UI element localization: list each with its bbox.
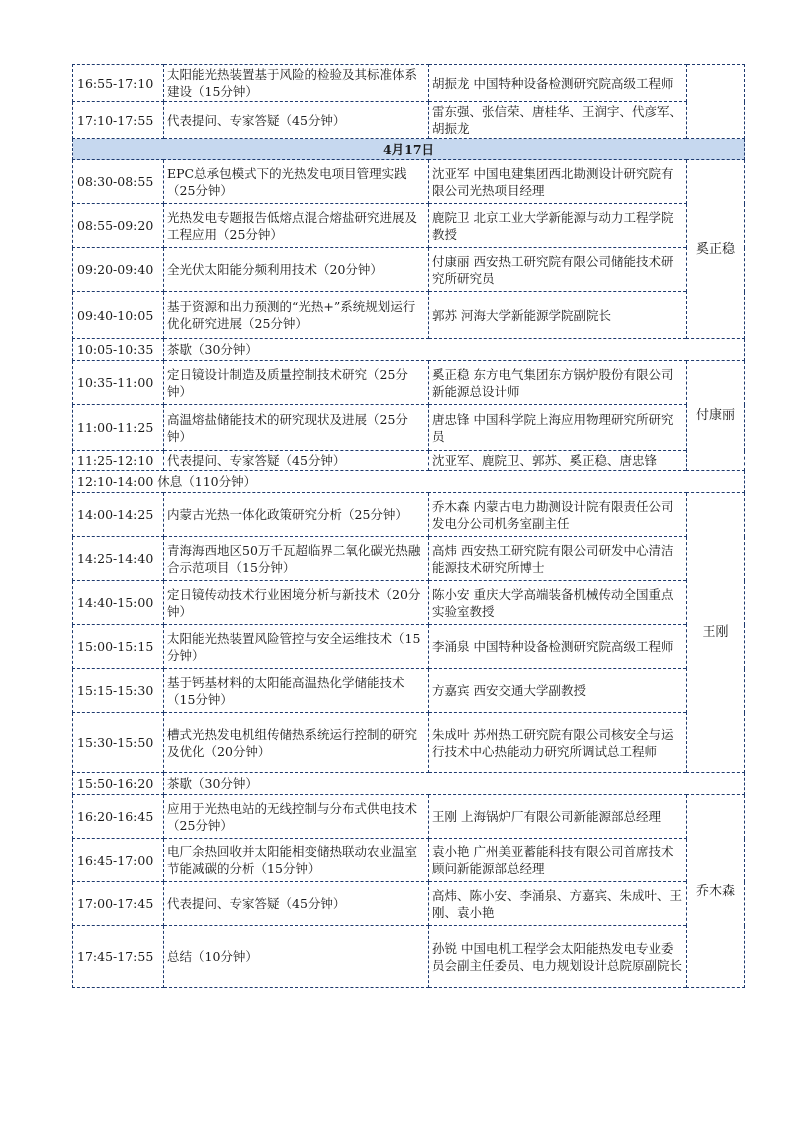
table-row <box>73 361 745 405</box>
topic-cell: EPC总承包模式下的光热发电项目管理实践（25分钟） <box>164 160 429 204</box>
host-cell: 奚正稳 <box>687 160 745 339</box>
time-cell: 11:00-11:25 <box>73 405 164 451</box>
time-cell: 15:50-16:20 <box>73 773 164 795</box>
schedule-table <box>72 64 745 988</box>
topic-cell: 内蒙古光热一体化政策研究分析（25分钟） <box>164 493 429 537</box>
speaker-cell: 朱成叶 苏州热工研究院有限公司核安全与运行技术中心热能动力研究所调试总工程师 <box>429 713 687 773</box>
time-cell: 15:00-15:15 <box>73 625 164 669</box>
time-cell: 15:15-15:30 <box>73 669 164 713</box>
table-row <box>73 493 745 537</box>
speaker-cell: 陈小安 重庆大学高端装备机械传动全国重点实验室教授 <box>429 581 687 625</box>
date-header-row <box>73 139 745 160</box>
table-row <box>73 292 745 339</box>
host-cell: 王刚 <box>687 493 745 773</box>
table-row <box>73 713 745 773</box>
time-cell: 09:20-09:40 <box>73 248 164 292</box>
time-cell: 11:25-12:10 <box>73 451 164 471</box>
table-row <box>73 882 745 926</box>
table-row <box>73 926 745 988</box>
topic-cell: 代表提问、专家答疑（45分钟） <box>164 102 429 139</box>
time-cell: 10:05-10:35 <box>73 339 164 361</box>
time-cell: 17:10-17:55 <box>73 102 164 139</box>
break-cell: 茶歇（30分钟） <box>164 773 745 795</box>
speaker-cell: 奚正稳 东方电气集团东方锅炉股份有限公司新能源总设计师 <box>429 361 687 405</box>
topic-cell: 高温熔盐储能技术的研究现状及进展（25分钟） <box>164 405 429 451</box>
topic-cell: 代表提问、专家答疑（45分钟） <box>164 451 429 471</box>
topic-cell: 基于钙基材料的太阳能高温热化学储能技术（15分钟） <box>164 669 429 713</box>
speaker-cell: 乔木森 内蒙古电力勘测设计院有限责任公司发电分公司机务室副主任 <box>429 493 687 537</box>
table-row <box>73 65 745 102</box>
speaker-cell: 唐忠锋 中国科学院上海应用物理研究所研究员 <box>429 405 687 451</box>
time-cell: 17:00-17:45 <box>73 882 164 926</box>
time-cell: 09:40-10:05 <box>73 292 164 339</box>
topic-cell: 槽式光热发电机组传储热系统运行控制的研究及优化（20分钟） <box>164 713 429 773</box>
break-cell: 茶歇（30分钟） <box>164 339 745 361</box>
speaker-cell: 高炜 西安热工研究院有限公司研发中心清洁能源技术研究所博士 <box>429 537 687 581</box>
time-cell: 16:55-17:10 <box>73 65 164 102</box>
topic-cell: 光热发电专题报告低熔点混合熔盐研究进展及工程应用（25分钟） <box>164 204 429 248</box>
table-row <box>73 581 745 625</box>
table-row <box>73 160 745 204</box>
table-row <box>73 537 745 581</box>
time-cell: 17:45-17:55 <box>73 926 164 988</box>
host-cell-empty <box>687 65 745 139</box>
table-row <box>73 471 745 493</box>
table-row <box>73 795 745 839</box>
time-cell: 14:40-15:00 <box>73 581 164 625</box>
date-header: 4月17日 <box>73 139 745 160</box>
speaker-cell: 胡振龙 中国特种设备检测研究院高级工程师 <box>429 65 687 102</box>
table-row <box>73 625 745 669</box>
speaker-cell: 雷东强、张信荣、唐桂华、王润宇、代彦军、胡振龙 <box>429 102 687 139</box>
table-row <box>73 248 745 292</box>
topic-cell: 代表提问、专家答疑（45分钟） <box>164 882 429 926</box>
time-cell: 16:45-17:00 <box>73 839 164 882</box>
topic-cell: 电厂余热回收并太阳能相变储热联动农业温室节能减碳的分析（15分钟） <box>164 839 429 882</box>
time-cell: 16:20-16:45 <box>73 795 164 839</box>
topic-cell: 定日镜传动技术行业困境分析与新技术（20分钟） <box>164 581 429 625</box>
table-row <box>73 773 745 795</box>
host-cell: 付康丽 <box>687 361 745 471</box>
time-cell: 14:00-14:25 <box>73 493 164 537</box>
topic-cell: 定日镜设计制造及质量控制技术研究（25分钟） <box>164 361 429 405</box>
host-cell: 乔木森 <box>687 795 745 988</box>
topic-cell: 太阳能光热装置风险管控与安全运维技术（15分钟） <box>164 625 429 669</box>
table-row <box>73 339 745 361</box>
speaker-cell: 沈亚军、鹿院卫、郭苏、奚正稳、唐忠锋 <box>429 451 687 471</box>
speaker-cell: 鹿院卫 北京工业大学新能源与动力工程学院教授 <box>429 204 687 248</box>
lunch-break-cell: 12:10-14:00 休息（110分钟） <box>73 471 745 493</box>
time-cell: 08:55-09:20 <box>73 204 164 248</box>
topic-cell: 应用于光热电站的无线控制与分布式供电技术（25分钟） <box>164 795 429 839</box>
speaker-cell: 李涌泉 中国特种设备检测研究院高级工程师 <box>429 625 687 669</box>
speaker-cell: 高炜、陈小安、李涌泉、方嘉宾、朱成叶、王刚、袁小艳 <box>429 882 687 926</box>
table-row <box>73 204 745 248</box>
speaker-cell: 郭苏 河海大学新能源学院副院长 <box>429 292 687 339</box>
table-row <box>73 839 745 882</box>
time-cell: 10:35-11:00 <box>73 361 164 405</box>
topic-cell: 基于资源和出力预测的“光热+”系统规划运行优化研究进展（25分钟） <box>164 292 429 339</box>
topic-cell: 总结（10分钟） <box>164 926 429 988</box>
speaker-cell: 方嘉宾 西安交通大学副教授 <box>429 669 687 713</box>
table-row <box>73 669 745 713</box>
table-row <box>73 102 745 139</box>
topic-cell: 青海海西地区50万千瓦超临界二氧化碳光热融合示范项目（15分钟） <box>164 537 429 581</box>
speaker-cell: 袁小艳 广州美亚蓄能科技有限公司首席技术顾问新能源部总经理 <box>429 839 687 882</box>
topic-cell: 太阳能光热装置基于风险的检验及其标准体系建设（15分钟） <box>164 65 429 102</box>
table-row <box>73 451 745 471</box>
time-cell: 15:30-15:50 <box>73 713 164 773</box>
speaker-cell: 沈亚军 中国电建集团西北勘测设计研究院有限公司光热项目经理 <box>429 160 687 204</box>
table-row <box>73 405 745 451</box>
topic-cell: 全光伏太阳能分频利用技术（20分钟） <box>164 248 429 292</box>
time-cell: 08:30-08:55 <box>73 160 164 204</box>
speaker-cell: 王刚 上海锅炉厂有限公司新能源部总经理 <box>429 795 687 839</box>
schedule-body <box>73 65 745 988</box>
speaker-cell: 孙锐 中国电机工程学会太阳能热发电专业委员会副主任委员、电力规划设计总院原副院长 <box>429 926 687 988</box>
time-cell: 14:25-14:40 <box>73 537 164 581</box>
speaker-cell: 付康丽 西安热工研究院有限公司储能技术研究所研究员 <box>429 248 687 292</box>
